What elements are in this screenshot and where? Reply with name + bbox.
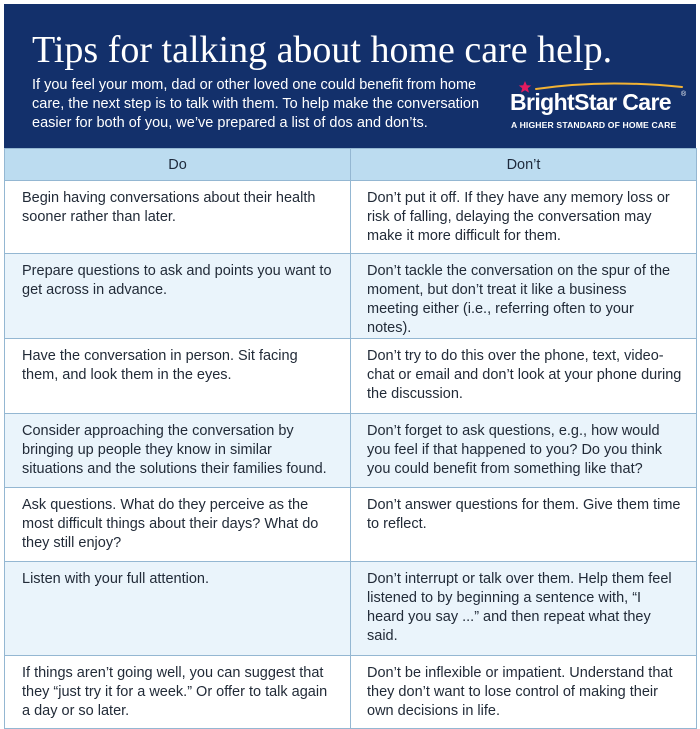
dont-cell: Don’t answer questions for them. Give them time to reflect.: [351, 488, 697, 562]
page-title: Tips for talking about home care help.: [32, 29, 613, 71]
header-banner: [4, 4, 696, 148]
table-row: [5, 488, 697, 562]
do-cell: Ask questions. What do they perceive as the most difficult things about their days? What do they still enjoy?: [5, 488, 351, 562]
do-cell: If things aren’t going well, you can suggest that they “just try it for a week.” Or offer to talk again a day or so later.: [5, 656, 351, 729]
do-cell: Consider approaching the conversation by bringing up people they know in similar situations and the solutions their families found.: [5, 414, 351, 488]
dos-and-donts-table: [4, 148, 697, 729]
dont-cell: Don’t interrupt or talk over them. Help them feel listened to by beginning a sentence with, “I heard you say ...” and then repeat what they said.: [351, 562, 697, 656]
dont-cell: Don’t put it off. If they have any memory loss or risk of falling, delaying the conversation may make it more difficult for them.: [351, 181, 697, 254]
table-row: [5, 181, 697, 254]
dont-cell: Don’t tackle the conversation on the spur of the moment, but don’t treat it like a business meeting either (i.e., referring often to your notes).: [351, 254, 697, 339]
registered-mark: ®: [681, 91, 687, 98]
brand-tagline: A HIGHER STANDARD OF HOME CARE: [511, 120, 677, 130]
intro-text: If you feel your mom, dad or other loved one could benefit from home care, the next step is to talk with them. To help make the conversation easier for both of you, we’ve prepared a list of dos and don’ts.: [32, 77, 480, 131]
brand-name: BrightStar Care: [510, 89, 671, 115]
column-header-do: Do: [5, 149, 351, 181]
do-cell: Begin having conversations about their health sooner rather than later.: [5, 181, 351, 254]
dont-cell: Don’t be inflexible or impatient. Understand that they don’t want to lose control of making their own decisions in life.: [351, 656, 697, 729]
table-row: [5, 254, 697, 339]
dont-cell: Don’t try to do this over the phone, text, video-chat or email and don’t look at your phone during the discussion.: [351, 339, 697, 414]
do-cell: Listen with your full attention.: [5, 562, 351, 656]
do-cell: Have the conversation in person. Sit facing them, and look them in the eyes.: [5, 339, 351, 414]
table-row: [5, 414, 697, 488]
table-header-row: [5, 149, 697, 181]
column-header-dont: Don’t: [351, 149, 697, 181]
do-cell: Prepare questions to ask and points you want to get across in advance.: [5, 254, 351, 339]
table-row: [5, 562, 697, 656]
dont-cell: Don’t forget to ask questions, e.g., how would you feel if that happened to you? Do you think you could benefit from something like that?: [351, 414, 697, 488]
brightstar-care-logo: [508, 80, 688, 136]
table-row: [5, 339, 697, 414]
